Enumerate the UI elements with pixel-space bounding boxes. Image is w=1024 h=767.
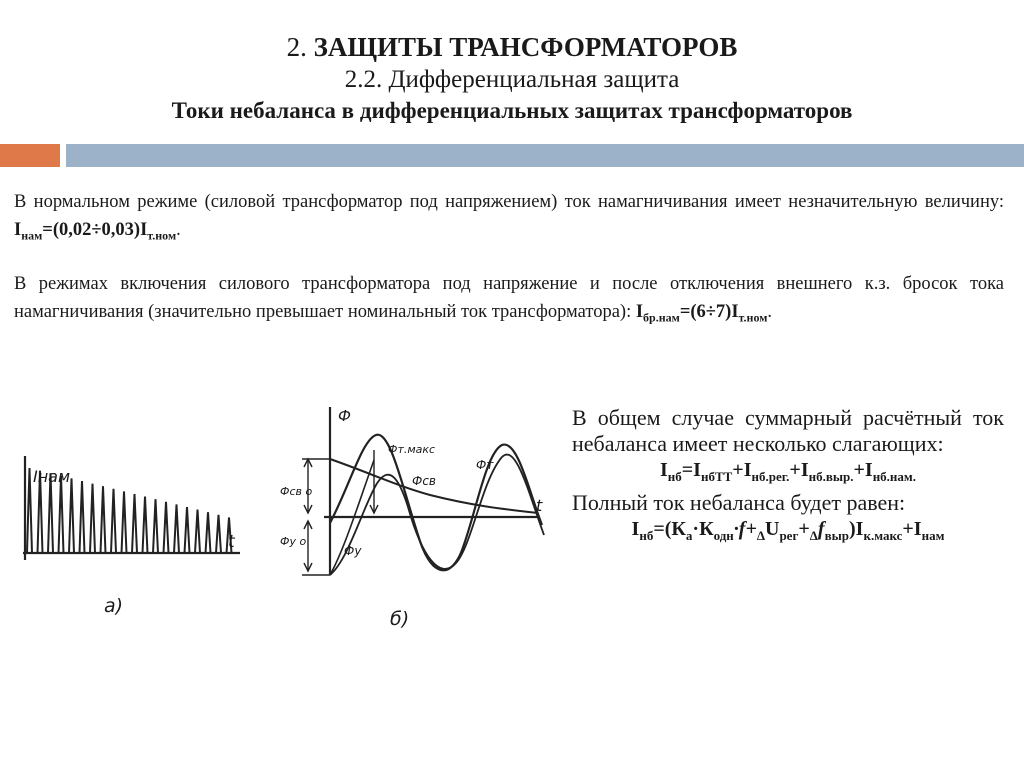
paragraph-inrush-mode: В режимах включения силового трансформатора под напряжение и после отключения внешнего к.з. бросок тока намагничивания (значительно превышает номинальный ток трансформатора): $I_{бр.нам}=(6\div 7)I_{т.ном}$. xyxy=(14,274,1004,325)
paragraph-normal-mode: В нормальном режиме (силовой трансформатор под напряжением) ток намагничивания имеет незначительную величину: $I_{нам}=(0,02\div 0,03)I_{т.ном}$. xyxy=(14,192,1004,243)
label-fsv: Фсв xyxy=(412,474,436,488)
label-fsv0: Фсв о xyxy=(280,485,313,498)
figure-b-ylabel: Ф xyxy=(338,407,351,425)
paragraph-text: В режимах включения силового трансформатора под напряжение и после отключения внешнего к.з. бросок тока намагничивания (значительно превышает номинальный ток трансформатора): xyxy=(14,274,1004,322)
unbalance-current-block xyxy=(572,405,1004,549)
figure-b-xlabel: t xyxy=(536,496,543,515)
figure-a-caption: а) xyxy=(104,595,124,617)
title-number: 2. xyxy=(286,32,307,62)
formula-inrush: $I_{бр.нам}=(6\div 7)I_{т.ном}$ xyxy=(635,302,768,325)
formula-unbalance-components: $I_{нб}=I_{нбТТ}+I_{нб.рег.}+I_{нб.выр.}+I_{нб.нам.}$ xyxy=(659,459,917,484)
accent-bar xyxy=(0,144,60,167)
slide-topic: Токи небаланса в дифференциальных защитах трансформаторов xyxy=(171,98,853,123)
figure-b-caption: б) xyxy=(390,608,410,630)
figure-a-inrush-current xyxy=(0,440,270,640)
title-text: ЗАЩИТЫ ТРАНСФОРМАТОРОВ xyxy=(313,32,738,62)
figure-a-xlabel: t xyxy=(228,532,235,552)
unbalance-intro: В общем случае суммарный расчётный ток небаланса имеет несколько слагающих: xyxy=(572,405,1004,456)
curve-fu-outer xyxy=(330,455,544,575)
divider-bar xyxy=(66,144,1024,167)
label-ft-max: Фт.макс xyxy=(388,443,436,456)
slide-subtitle: 2.2. Дифференциальная защита xyxy=(344,66,680,93)
figure-a-ylabel: Iнам xyxy=(33,467,71,486)
unbalance-total-text: Полный ток небаланса будет равен: xyxy=(572,490,906,515)
formula-unbalance-total: $I_{нб}=(К_а\cdot К_{одн}\cdot f+_\Delta U_{рег}+_\Delta f_{выр})I_{к.макс}+I_{нам}$ xyxy=(631,518,945,543)
slide-title xyxy=(0,30,1024,64)
label-fu: Фу xyxy=(344,544,362,558)
figure-b-flux-diagram xyxy=(280,395,560,640)
paragraph-text: В нормальном режиме (силовой трансформатор под напряжением) ток намагничивания имеет незначительную величину: xyxy=(14,192,1004,212)
formula-magnetizing: $I_{нам}=(0,02\div 0,03)I_{т.ном}$ xyxy=(14,220,177,243)
label-fu0: Фу о xyxy=(280,535,307,548)
label-ft: Фт xyxy=(476,458,494,472)
title-block xyxy=(0,30,1024,126)
